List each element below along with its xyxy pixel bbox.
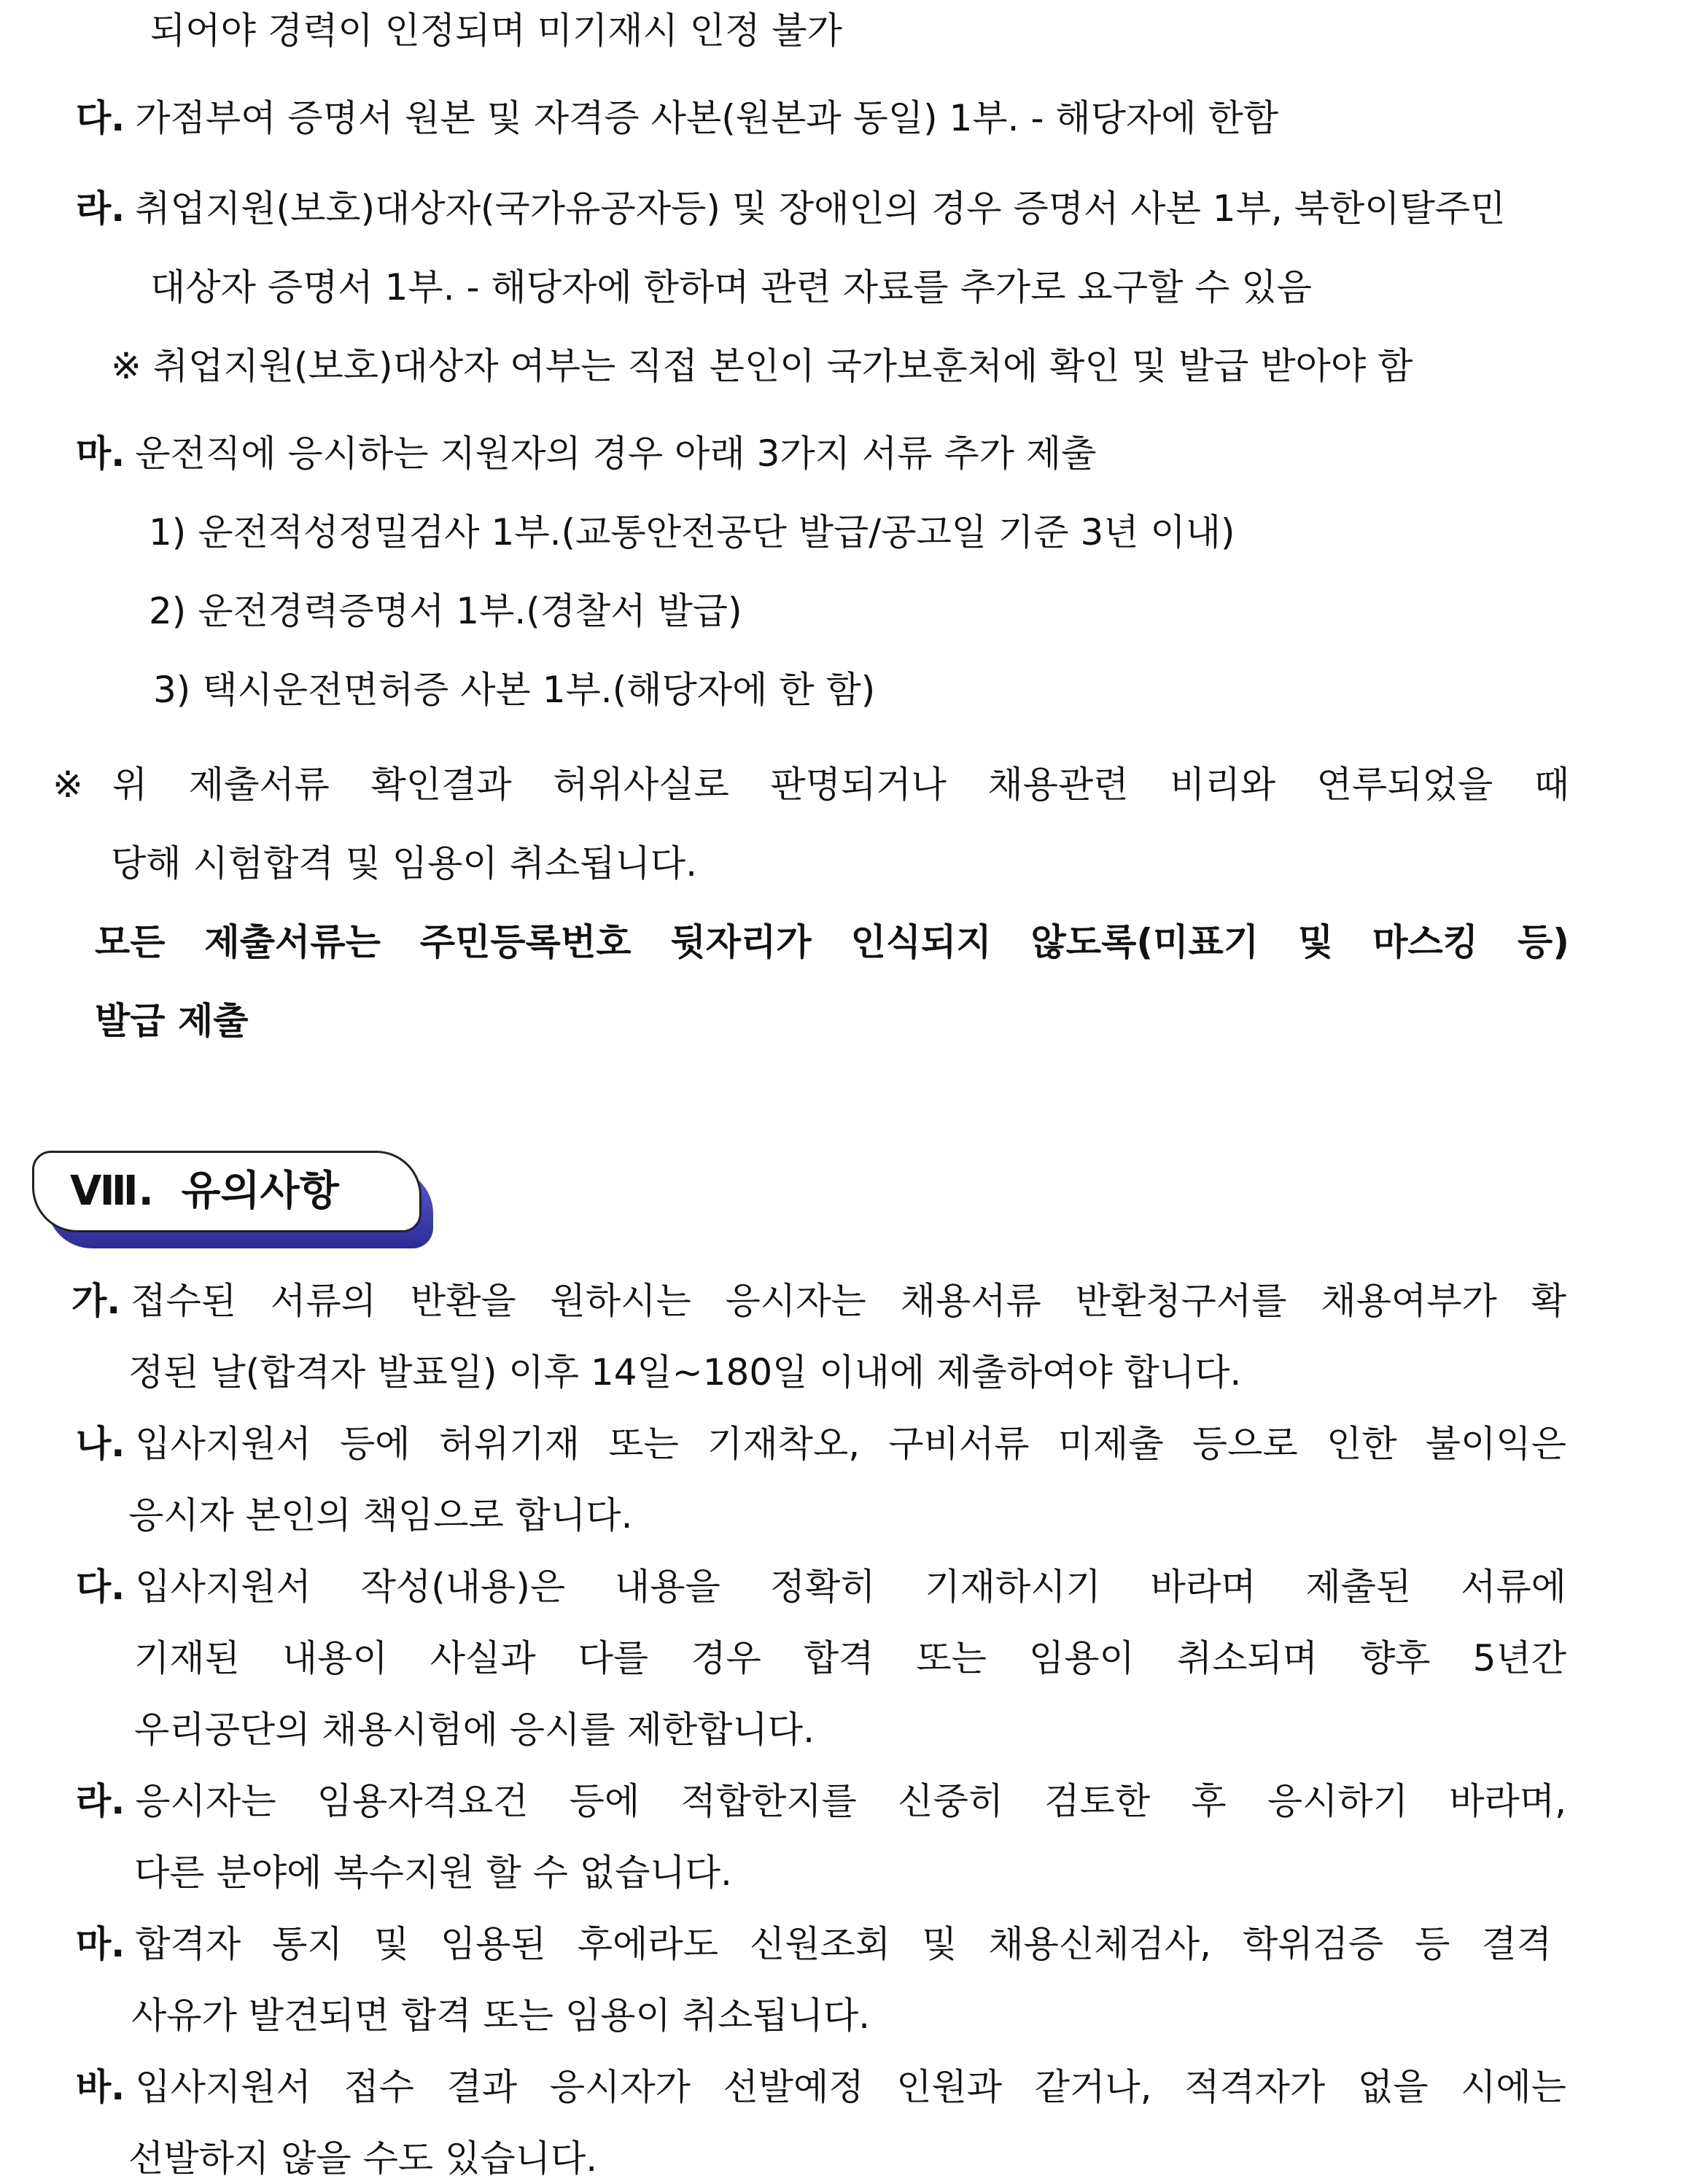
item-marker: 마. [76,432,125,475]
item-ma [76,430,1096,477]
section-title-text: 유의사항 [181,1167,339,1215]
item-text: 가점부여 증명서 원본 및 자격증 사본(원본과 동일) 1부. - 해당자에 한함 [135,97,1279,139]
note-da-line3: 우리공단의 채용시험에 응시를 제한합니다. [134,1709,815,1751]
continuation-line: 되어야 경력이 인정되며 미기재시 인정 불가 [150,9,842,52]
note-da [76,1563,1566,1610]
item-ra-line2: 대상자 증명서 1부. - 해당자에 한하며 관련 자료를 추가로 요구할 수 있음 [150,266,1312,308]
note-text: 합격자 통지 및 임용된 후에라도 신원조회 및 채용신체검사, 학위검증 등 결격 [135,1923,1552,1965]
item-marker: 다. [76,97,125,139]
note-ma [76,1921,1552,1967]
note-text: 접수된 서류의 반환을 원하시는 응시자는 채용서류 반환청구서를 채용여부가 확 [131,1280,1566,1322]
warning-line2: 당해 시험합격 및 임용이 취소됩니다. [111,842,697,885]
section-numeral: Ⅷ. [70,1167,154,1215]
note-marker: 마. [76,1923,125,1965]
item-marker: 라. [76,187,125,230]
note-text: 응시자는 임용자격요건 등에 적합한지를 신중히 검토한 후 응시하기 바라며, [135,1780,1566,1822]
item-text: 취업지원(보호)대상자(국가유공자등) 및 장애인의 경우 증명서 사본 1부, 북한이탈주민 [135,187,1506,230]
section-title [70,1165,339,1218]
note-text: 입사지원서 접수 결과 응시자가 선발예정 인원과 같거나, 적격자가 없을 시에는 [135,2066,1566,2108]
item-text: 운전직에 응시하는 지원자의 경우 아래 3가지 서류 추가 제출 [135,432,1097,475]
item-da [76,95,1278,141]
note-marker: 다. [76,1566,125,1608]
bold-notice-line2: 발급 제출 [95,1000,249,1042]
note-da-line2: 기재된 내용이 사실과 다를 경우 합격 또는 임용이 취소되며 향후 5년간 [134,1637,1566,1679]
note-ga-line2: 정된 날(합격자 발표일) 이후 14일~180일 이내에 제출하여야 합니다. [128,1351,1242,1394]
driver-doc-3: 3) 택시운전면허증 사본 1부.(해당자에 한 함) [153,669,876,711]
warning-mark: ※ [53,763,83,806]
note-marker: 라. [76,1780,125,1822]
note-na-line2: 응시자 본인의 책임으로 합니다. [128,1494,633,1536]
ra-note: ※ 취업지원(보호)대상자 여부는 직접 본인이 국가보훈처에 확인 및 발급 받아야 함 [111,345,1413,387]
note-marker: 나. [76,1423,125,1465]
note-ba [76,2064,1566,2110]
warning-line1 [53,761,1569,808]
note-marker: 바. [76,2066,125,2108]
note-marker: 가. [71,1280,121,1322]
item-ra [76,185,1505,232]
section-header [32,1151,440,1253]
note-text: 입사지원서 작성(내용)은 내용을 정확히 기재하시기 바라며 제출된 서류에 [135,1566,1566,1608]
note-ba-line2: 선발하지 않을 수도 있습니다. [128,2137,598,2180]
note-ma-line2: 사유가 발견되면 합격 또는 임용이 취소됩니다. [131,1994,871,2037]
note-ra-line2: 다른 분야에 복수지원 할 수 없습니다. [134,1851,732,1894]
driver-doc-2: 2) 운전경력증명서 1부.(경찰서 발급) [149,590,742,632]
note-text: 입사지원서 등에 허위기재 또는 기재착오, 구비서류 미제출 등으로 인한 불이익은 [135,1423,1566,1465]
bold-notice-line1: 모든 제출서류는 주민등록번호 뒷자리가 인식되지 않도록(미표기 및 마스킹 등) [95,921,1569,963]
note-na [76,1421,1566,1467]
warning-text: 위 제출서류 확인결과 허위사실로 판명되거나 채용관련 비리와 연루되었을 때 [112,763,1569,806]
note-ra [76,1778,1566,1824]
driver-doc-1: 1) 운전적성정밀검사 1부.(교통안전공단 발급/공고일 기준 3년 이내) [149,511,1235,553]
note-ga [71,1278,1566,1324]
